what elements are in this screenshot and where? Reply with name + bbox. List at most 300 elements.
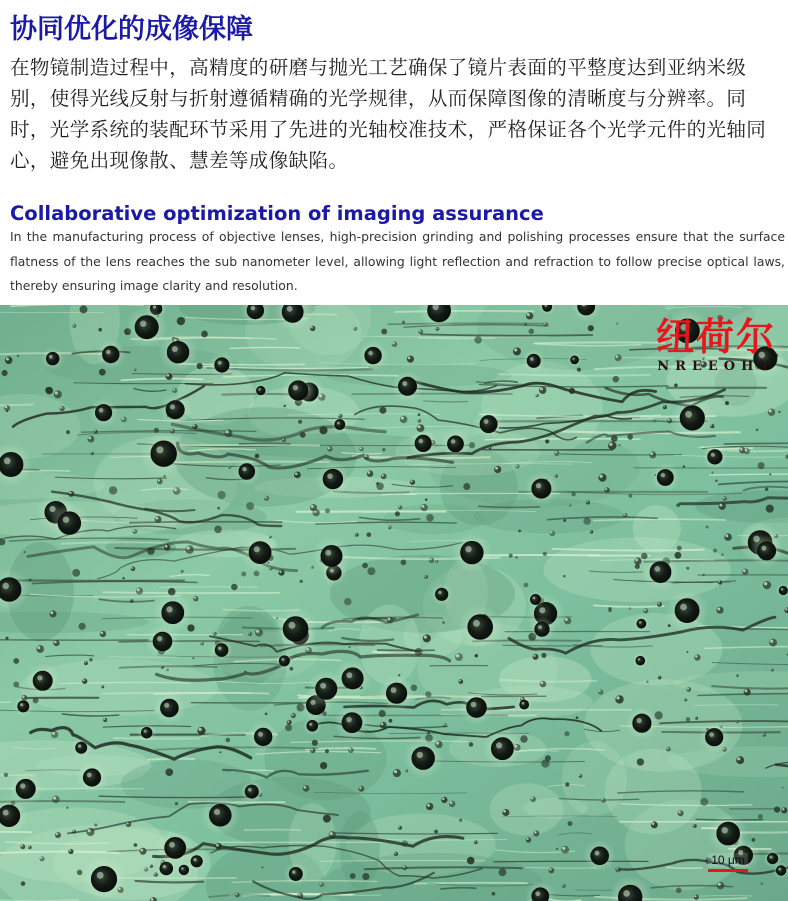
surface-bump [197, 363, 203, 369]
surface-bump [540, 681, 547, 688]
bump-highlight [359, 787, 361, 789]
pit-highlight [163, 865, 167, 869]
bump-highlight [533, 655, 535, 657]
surface-bump [569, 504, 572, 507]
surface-bump [429, 558, 435, 564]
surface-bump [367, 470, 374, 477]
surface-pit [636, 656, 645, 665]
surface-bump [571, 492, 575, 496]
surface-bump [225, 429, 233, 437]
pit-highlight [63, 517, 69, 523]
bump-highlight [56, 833, 58, 835]
surface-pit [165, 837, 186, 858]
bump-highlight [694, 895, 696, 897]
bump-highlight [55, 391, 58, 394]
surface-bump [693, 824, 697, 828]
pit-highlight [292, 870, 296, 874]
bump-highlight [685, 699, 686, 700]
surface-bump [33, 697, 39, 703]
bump-highlight [201, 642, 202, 643]
bump-highlight [761, 882, 762, 883]
pit-highlight [248, 788, 252, 792]
surface-bump [474, 840, 478, 844]
pit-highlight [78, 744, 81, 747]
pit-highlight [37, 675, 42, 680]
bump-highlight [213, 632, 215, 634]
surface-bump [410, 480, 415, 485]
bump-highlight [21, 845, 23, 847]
surface-bump [668, 624, 671, 627]
pit-highlight [572, 358, 574, 360]
pit-highlight [637, 718, 642, 723]
bump-highlight [541, 681, 544, 684]
surface-bump [241, 571, 246, 576]
pit-highlight [181, 867, 184, 870]
pit-highlight [214, 809, 220, 815]
surface-bump [725, 401, 729, 405]
bump-highlight [650, 452, 653, 455]
bump-highlight [381, 723, 384, 726]
surface-bump [418, 419, 421, 422]
bump-highlight [740, 448, 743, 451]
bump-highlight [53, 797, 56, 800]
bump-highlight [392, 342, 394, 344]
bump-highlight [785, 608, 787, 610]
bump-highlight [652, 822, 655, 825]
pit-highlight [169, 842, 175, 848]
surface-bump [663, 405, 667, 409]
bump-highlight [193, 425, 195, 427]
surface-bump [136, 587, 143, 594]
bump-highlight [87, 829, 90, 832]
surface-bump [24, 551, 26, 553]
surface-bump [563, 575, 566, 578]
surface-pit [76, 742, 87, 753]
surface-bump [261, 866, 263, 868]
pit-highlight [471, 702, 477, 708]
surface-bump [421, 504, 428, 511]
surface-patch [633, 505, 681, 553]
surface-bump [150, 865, 153, 868]
surface-bump [765, 487, 769, 491]
surface-bump [618, 444, 620, 446]
bump-highlight [695, 717, 696, 718]
surface-bump [55, 832, 61, 838]
surface-bump [398, 826, 402, 830]
pit-highlight [106, 350, 111, 355]
bump-highlight [328, 447, 330, 449]
surface-bump [518, 530, 521, 533]
bump-highlight [540, 387, 543, 390]
surface-pit [249, 542, 271, 564]
surface-pit [254, 728, 272, 746]
surface-bump [231, 584, 238, 591]
pit-highlight [254, 546, 260, 552]
pit-highlight [709, 732, 714, 737]
watermark-cn: 纽荷尔 [655, 314, 776, 359]
bump-highlight [137, 588, 140, 591]
surface-bump [193, 596, 198, 601]
bump-highlight [261, 866, 262, 867]
bump-highlight [134, 369, 135, 370]
bump-highlight [399, 506, 401, 508]
surface-bump [425, 691, 431, 697]
surface-bump [442, 621, 444, 623]
bump-highlight [151, 898, 154, 901]
pit-highlight [638, 658, 640, 660]
surface-bump [122, 577, 125, 580]
surface-bump [187, 624, 194, 631]
surface-pit [209, 804, 231, 826]
surface-bump [694, 894, 699, 899]
surface-bump [255, 629, 263, 637]
bump-highlight [695, 655, 698, 658]
watermark-en: NREEOHY [657, 359, 775, 374]
surface-bump [467, 857, 475, 865]
surface-bump [291, 713, 296, 718]
surface-bump [68, 491, 74, 497]
bump-highlight [616, 355, 619, 358]
surface-bump [683, 465, 686, 468]
surface-bump [353, 327, 357, 331]
bump-highlight [418, 425, 421, 428]
surface-pit [321, 545, 342, 566]
surface-bump [721, 553, 723, 555]
bump-highlight [764, 582, 767, 585]
surface-bump [475, 654, 478, 657]
bump-highlight [171, 429, 173, 431]
bump-highlight [550, 531, 552, 533]
surface-pit [247, 305, 264, 319]
surface-bump [598, 689, 603, 694]
surface-bump [98, 328, 102, 332]
surface-pit [323, 469, 343, 489]
pit-highlight [157, 636, 162, 641]
surface-bump [72, 569, 80, 577]
bump-highlight [624, 514, 626, 516]
pit-highlight [2, 583, 9, 590]
surface-bump [165, 768, 173, 776]
surface-pit [141, 727, 152, 738]
bump-highlight [745, 449, 748, 452]
surface-bump [628, 494, 632, 498]
surface-bump [392, 341, 398, 347]
bump-highlight [402, 321, 403, 322]
polish-streak [536, 342, 665, 343]
surface-bump [474, 336, 481, 343]
surface-bump [715, 479, 718, 482]
bump-highlight [382, 474, 384, 476]
surface-pit [491, 738, 513, 760]
bump-highlight [66, 807, 67, 808]
bump-highlight [349, 646, 350, 647]
surface-bump [763, 581, 771, 589]
surface-bump [548, 867, 554, 873]
pit-highlight [438, 591, 441, 594]
surface-bump [567, 821, 572, 826]
surface-pit [307, 720, 318, 731]
surface-bump [131, 566, 136, 571]
surface-pit [657, 470, 673, 486]
bump-highlight [429, 558, 431, 560]
surface-bump [379, 407, 386, 414]
surface-bump [509, 554, 513, 558]
surface-bump [84, 661, 88, 665]
surface-bump [54, 390, 62, 398]
bump-highlight [495, 467, 498, 470]
surface-bump [398, 505, 402, 509]
surface-bump [608, 442, 616, 450]
surface-bump [364, 454, 370, 460]
surface-bump [132, 529, 137, 534]
pit-highlight [770, 856, 773, 859]
pit-highlight [661, 473, 665, 477]
polish-streak [395, 311, 533, 312]
surface-bump [362, 873, 369, 880]
surface-pit [335, 420, 345, 430]
bump-highlight [304, 786, 307, 789]
bump-highlight [629, 608, 630, 609]
bump-highlight [419, 330, 421, 332]
bump-highlight [122, 417, 124, 419]
surface-pit [18, 701, 29, 712]
surface-pit [398, 377, 416, 395]
bump-highlight [667, 747, 669, 749]
surface-bump [52, 796, 60, 804]
bump-highlight [635, 558, 638, 561]
bump-highlight [194, 597, 196, 599]
surface-bump [611, 435, 618, 442]
bump-highlight [52, 732, 55, 735]
pit-highlight [722, 827, 728, 833]
surface-bump [401, 840, 408, 847]
surface-bump [713, 549, 717, 553]
surface-bump [82, 679, 87, 684]
surface-bump [192, 424, 197, 429]
surface-pit [633, 714, 651, 732]
bump-highlight [425, 575, 426, 576]
surface-bump [601, 798, 606, 803]
bump-highlight [743, 569, 746, 572]
surface-pit [543, 305, 552, 311]
bump-highlight [54, 641, 57, 644]
surface-pit [680, 406, 704, 430]
surface-bump [418, 413, 421, 416]
surface-bump [718, 580, 722, 584]
surface-pit [480, 416, 497, 433]
surface-pit [279, 656, 289, 666]
polish-streak [494, 861, 648, 862]
surface-bump [577, 368, 581, 372]
micrograph-image [0, 305, 788, 901]
surface-bump [2, 370, 8, 376]
surface-pit [153, 632, 172, 651]
surface-pit [58, 512, 81, 535]
surface-pit [257, 386, 266, 395]
pit-highlight [639, 621, 642, 624]
bump-highlight [782, 808, 784, 810]
surface-bump [742, 569, 748, 575]
pit-highlight [20, 703, 23, 706]
surface-bump [197, 727, 205, 735]
surface-pit [239, 464, 255, 480]
surface-bump [449, 801, 455, 807]
surface-bump [303, 785, 310, 792]
surface-pit [191, 856, 202, 867]
polish-streak [130, 522, 282, 523]
surface-bump [393, 769, 401, 777]
surface-pit [365, 347, 382, 364]
surface-bump [121, 417, 127, 423]
surface-bump [736, 721, 739, 724]
surface-bump [556, 848, 558, 850]
pit-highlight [258, 388, 260, 390]
surface-bump [380, 722, 387, 729]
surface-bump [678, 810, 684, 816]
surface-bump [155, 516, 162, 523]
surface-pit [412, 747, 435, 770]
surface-bump [177, 317, 185, 325]
polish-streak [352, 394, 512, 395]
surface-bump [563, 519, 566, 522]
bump-highlight [376, 482, 377, 483]
bump-highlight [769, 409, 772, 412]
bump-highlight [555, 475, 556, 476]
surface-bump [651, 821, 658, 828]
surface-pit [591, 847, 609, 865]
bump-highlight [156, 517, 159, 520]
pit-highlight [193, 858, 196, 861]
bump-highlight [770, 640, 773, 643]
surface-bump [348, 747, 354, 753]
bump-highlight [186, 546, 189, 549]
bump-highlight [165, 545, 168, 548]
surface-pit [151, 441, 177, 467]
surface-bump [494, 466, 501, 473]
polish-streak [245, 830, 301, 831]
surface-bump [702, 574, 704, 576]
surface-bump [604, 487, 609, 492]
surface-bump [579, 774, 583, 778]
surface-pit [16, 779, 35, 798]
surface-bump [736, 756, 744, 764]
bump-highlight [658, 602, 660, 604]
bump-highlight [745, 689, 748, 692]
bump-highlight [287, 721, 289, 723]
surface-bump [555, 474, 558, 477]
surface-bump [235, 893, 240, 898]
surface-pit [316, 678, 337, 699]
bump-highlight [421, 505, 424, 508]
bump-highlight [443, 724, 445, 726]
bump-highlight [721, 554, 722, 555]
surface-bump [294, 472, 301, 479]
bump-highlight [158, 479, 160, 481]
surface-bump [86, 828, 94, 836]
surface-bump [4, 773, 8, 777]
surface-bump [185, 545, 193, 553]
pit-highlight [309, 723, 312, 726]
bump-highlight [140, 849, 143, 852]
surface-bump [469, 742, 473, 746]
surface-bump [300, 432, 306, 438]
polish-streak [724, 443, 788, 444]
surface-bump [344, 598, 351, 605]
surface-bump [723, 496, 727, 500]
surface-bump [700, 798, 708, 806]
surface-bump [68, 849, 73, 854]
surface-bump [694, 654, 700, 660]
surface-bump [608, 607, 611, 610]
pit-highlight [346, 717, 352, 723]
surface-bump [576, 716, 579, 719]
bump-highlight [349, 748, 351, 750]
bump-highlight [712, 472, 713, 473]
pit-highlight [337, 422, 340, 425]
bump-highlight [311, 566, 312, 567]
surface-bump [130, 599, 134, 603]
surface-bump [402, 321, 405, 324]
polish-streak [159, 587, 257, 588]
bump-highlight [256, 630, 259, 633]
pit-highlight [258, 732, 263, 737]
bump-highlight [249, 632, 251, 634]
pit-highlight [288, 622, 295, 629]
bump-highlight [474, 841, 476, 843]
surface-pit [289, 381, 308, 400]
surface-bump [298, 420, 302, 424]
surface-pit [530, 594, 540, 604]
surface-bump [539, 387, 546, 394]
surface-bump [758, 462, 765, 469]
surface-bump [515, 556, 518, 559]
pit-highlight [218, 361, 222, 365]
bump-highlight [693, 824, 695, 826]
bump-highlight [167, 669, 168, 670]
surface-pit [167, 341, 189, 363]
bump-highlight [5, 406, 7, 408]
surface-bump [744, 448, 750, 454]
bump-highlight [91, 452, 92, 453]
surface-bump [226, 738, 231, 743]
surface-pit [289, 867, 302, 880]
surface-pit [342, 668, 363, 689]
pit-highlight [327, 474, 332, 479]
surface-pit [708, 450, 722, 464]
bump-highlight [279, 570, 281, 572]
bump-highlight [686, 651, 687, 652]
surface-pit [162, 602, 184, 624]
surface-bump [355, 533, 359, 537]
surface-bump [388, 526, 392, 530]
pit-highlight [419, 439, 424, 444]
cn-paragraph: 在物镜制造过程中，高精度的研磨与抛光工艺确保了镜片表面的平整度达到亚纳米级别，使得光线反射与折射遵循精确的光学规律，从而保障图像的清晰度与分辨率。同时，光学系统的装配环节采用了先进的光轴校准技术，严格保证各个光学元件的光轴同心，避免出现像散、慧差等成像缺陷。 [10, 56, 767, 172]
pit-highlight [20, 783, 25, 788]
surface-bump [564, 617, 571, 624]
surface-pit [46, 352, 59, 365]
surface-pit [520, 700, 529, 709]
surface-bump [564, 731, 569, 736]
surface-pit [179, 865, 189, 875]
surface-bump [616, 867, 621, 872]
surface-bump [623, 513, 627, 517]
surface-bump [533, 830, 539, 836]
surface-bump [100, 631, 106, 637]
surface-pit [779, 586, 787, 594]
pit-highlight [535, 891, 540, 896]
surface-bump [312, 740, 318, 746]
bump-highlight [736, 721, 737, 722]
